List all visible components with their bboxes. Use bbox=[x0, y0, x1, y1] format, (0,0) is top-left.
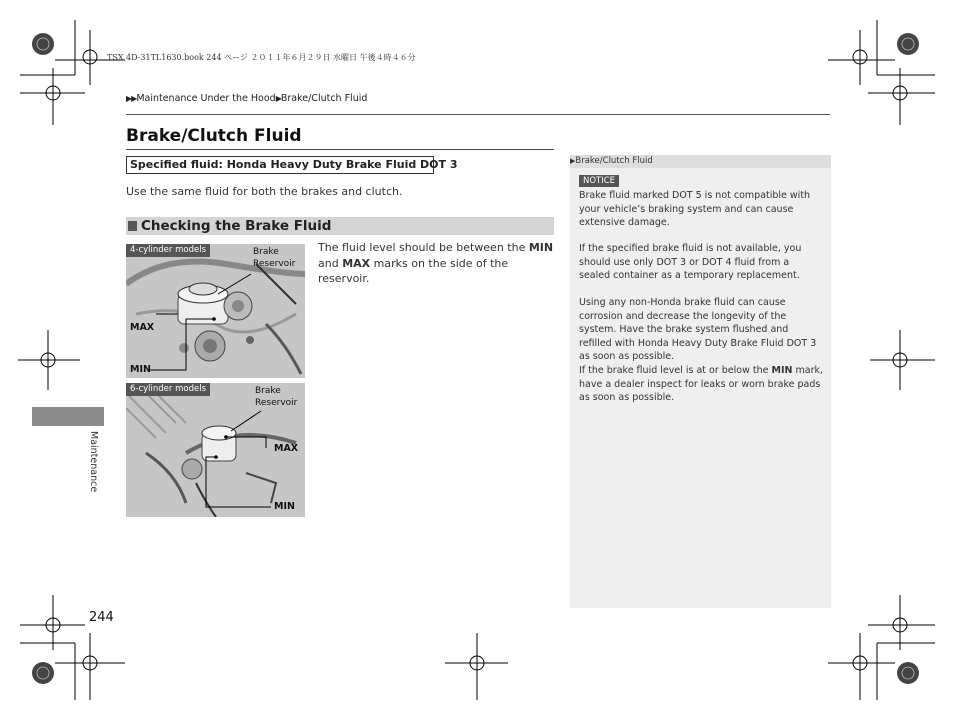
min-callout: MIN bbox=[130, 364, 151, 375]
page-title: Brake/Clutch Fluid bbox=[126, 126, 302, 146]
chapter-label-text: Maintenance bbox=[88, 431, 99, 493]
fluid-level-text bbox=[318, 240, 554, 287]
page-number: 244 bbox=[89, 610, 114, 625]
figure-6-cylinder bbox=[126, 383, 305, 517]
figure-tag: 4-cylinder models bbox=[126, 244, 210, 257]
level-text-part: The fluid level should be between the bbox=[318, 241, 529, 254]
reference-icon: ▶ bbox=[570, 157, 576, 165]
side-paragraph: Using any non-Honda brake fluid can cause corrosion and decrease the longevity of the system. Have the brake system flushed and refilled with Honda Heavy Duty Brake Fluid DOT 3 as soon as possible. bbox=[579, 297, 817, 362]
side-paragraph: If the specified brake fluid is not available, you should use only DOT 3 or DOT 4 fluid from a sealed container as a temporary replacement. bbox=[579, 243, 802, 281]
specified-fluid-box: Specified fluid: Honda Heavy Duty Brake Fluid DOT 3 bbox=[126, 156, 434, 174]
intro-text: Use the same fluid for both the brakes and clutch. bbox=[126, 185, 403, 198]
max-callout: MAX bbox=[274, 443, 299, 454]
min-label: MIN bbox=[528, 241, 554, 254]
brake-reservoir-label: Reservoir bbox=[255, 398, 298, 408]
section-heading: Checking the Brake Fluid bbox=[141, 218, 332, 234]
brake-reservoir-label: Brake bbox=[253, 247, 279, 257]
notice-badge: NOTICE bbox=[579, 175, 619, 187]
side-note-header bbox=[570, 155, 831, 168]
max-label: MAX bbox=[342, 256, 371, 270]
section-heading-bar bbox=[126, 217, 554, 235]
figure-4-cylinder bbox=[126, 244, 305, 378]
level-text-part: marks on the side of the reservoir. bbox=[318, 256, 509, 285]
max-callout: MAX bbox=[130, 322, 155, 333]
side-paragraph: Brake fluid marked DOT 5 is not compatible with your vehicle’s braking system and can cause extensive damage. bbox=[579, 190, 811, 228]
min-callout: MIN bbox=[274, 501, 295, 512]
breadcrumb bbox=[126, 93, 367, 104]
level-text-part: and bbox=[318, 256, 343, 270]
brake-reservoir-label: Reservoir bbox=[253, 259, 296, 269]
breadcrumb-separator-icon: ▶ bbox=[275, 94, 281, 103]
side-paragraph bbox=[579, 364, 823, 405]
side-text-part: If the brake fluid level is at or below the bbox=[579, 365, 772, 376]
breadcrumb-section[interactable]: Maintenance Under the Hood bbox=[136, 93, 276, 104]
print-meta: TSX 4D-31TL1630.book 244 ページ ２０１１年６月２９日 水曜日 午後４時４６分 bbox=[107, 53, 416, 62]
chapter-tab-label bbox=[87, 431, 99, 501]
brake-reservoir-label: Brake bbox=[255, 386, 281, 396]
section-square-icon bbox=[128, 221, 137, 231]
min-label: MIN bbox=[771, 365, 793, 376]
side-text-part: mark, have a dealer inspect for leaks or worn brake pads as soon as possible. bbox=[579, 365, 823, 403]
figure-tag: 6-cylinder models bbox=[126, 383, 210, 396]
breadcrumb-arrows-icon: ▶▶ bbox=[126, 94, 137, 103]
title-rule bbox=[126, 149, 554, 150]
chapter-tab[interactable] bbox=[32, 407, 104, 426]
side-note-reference[interactable]: Brake/Clutch Fluid bbox=[575, 156, 653, 166]
header-rule bbox=[126, 114, 830, 115]
breadcrumb-current: Brake/Clutch Fluid bbox=[280, 93, 368, 104]
